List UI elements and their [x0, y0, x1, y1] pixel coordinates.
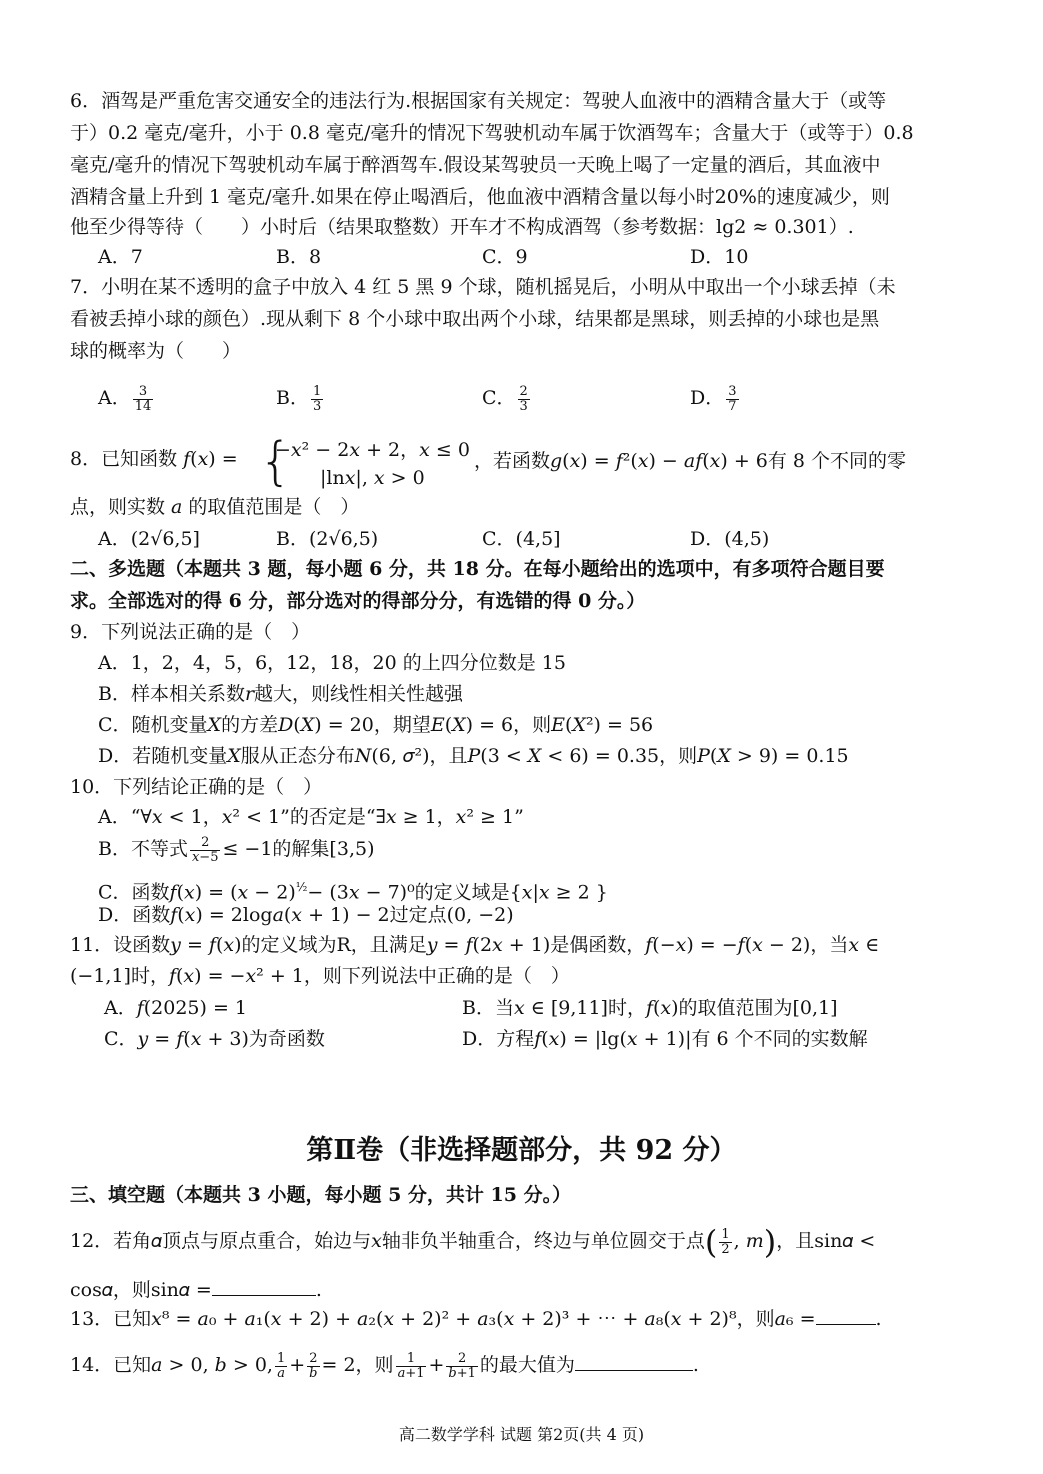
q6-line-5: 他至少得等待（ ）小时后（结果取整数）开车才不构成酒驾（参考数据：lg2 ≈ 0.301）.: [70, 216, 854, 238]
q11-options-row-1: [104, 992, 984, 1024]
q7-line-2: 看被丢掉小球的颜色）.现从剩下 8 个小球中取出两个小球，结果都是黑球，则丢掉的小球也是黑: [70, 308, 880, 330]
q7-option-a[interactable]: A． $\frac{3}{14}$: [98, 383, 152, 414]
fraction: $\frac{3}{14}$: [134, 383, 152, 414]
q8-line-2: 点，则实数 𝑎 的取值范围是（ ）: [70, 496, 360, 518]
fraction: $\frac{1}{\text{𝑎}}$: [276, 1350, 286, 1381]
q7-options: [98, 382, 978, 414]
q10-option-d[interactable]: D．函数𝑓(𝑥) = 2log𝑎(𝑥 + 1) − 2过定点(0, −2): [98, 904, 514, 926]
answer-blank-q12[interactable]: [212, 1277, 316, 1296]
section-2-heading-line-2: 求。全部选对的得 6 分，部分选对的得部分分，有选错的得 0 分。）: [70, 590, 646, 612]
answer-blank-q14[interactable]: [575, 1352, 693, 1371]
fraction: $\frac{2}{3}$: [519, 383, 528, 414]
piecewise-brace: {: [259, 432, 293, 492]
fraction: $\frac{2}{\text{𝑏}}$: [309, 1350, 318, 1381]
section-2-heading-line-1: 二、多选题（本题共 3 题，每小题 6 分，共 18 分。在每小题给出的选项中，有多项符合题目要: [70, 558, 885, 580]
q9-stem: 9．下列说法正确的是（ ）: [70, 621, 311, 643]
q10-option-b[interactable]: B．不等式 $\frac{2}{\text{𝑥−5}}$ ≤ −1的解集[3,5): [98, 834, 375, 865]
q8-option-c[interactable]: C．(4,5]: [482, 528, 561, 550]
answer-blank-q13[interactable]: [816, 1306, 876, 1325]
q8-case-2: |ln𝑥|, 𝑥 > 0: [320, 467, 425, 489]
q6-line-1: 6．酒驾是严重危害交通安全的违法行为.根据国家有关规定：驾驶人血液中的酒精含量大于（或等: [70, 90, 887, 112]
q7-line-3: 球的概率为（ ）: [70, 340, 242, 362]
q12-line-2: cos𝛼，则sin𝛼 = .: [70, 1279, 322, 1301]
q11-option-d[interactable]: D．方程𝑓(𝑥) = |lg(𝑥 + 1)|有 6 个不同的实数解: [462, 1028, 868, 1050]
q12-line-1: 12．若角𝛼顶点与原点重合，始边与𝑥轴非负半轴重合，终边与单位圆交于点( $\frac{1}{2}$ , 𝑚)，且sin𝛼 <: [70, 1223, 876, 1261]
q11-line-1: 11．设函数𝑦 = 𝑓(𝑥)的定义域为R，且满足𝑦 = 𝑓(2𝑥 + 1)是偶函数，𝑓(−𝑥) = −𝑓(𝑥 − 2)，当𝑥 ∈: [70, 934, 880, 956]
q7-option-d[interactable]: D． $\frac{3}{7}$: [690, 383, 737, 414]
q6-line-2: 于）0.2 毫克/毫升，小于 0.8 毫克/毫升的情况下驾驶机动车属于饮酒驾车；含量大于（或等于）0.8: [70, 122, 914, 144]
q8-option-a[interactable]: A．(2√6,5]: [98, 528, 200, 550]
q11-option-c[interactable]: C．𝑦 = 𝑓(𝑥 + 3)为奇函数: [104, 1028, 325, 1050]
q8-prefix: 8．已知函数 𝑓(𝑥) =: [70, 448, 238, 470]
q10-option-a[interactable]: A．“∀𝑥 < 1，𝑥² < 1”的否定是“∃𝑥 ≥ 1，𝑥² ≥ 1”: [98, 806, 524, 828]
q6-line-4: 酒精含量上升到 1 毫克/毫升.如果在停止喝酒后，他血液中酒精含量以每小时20%的速度减少，则: [70, 186, 890, 208]
q11-options-row-2: [104, 1023, 984, 1055]
q8-suffix: ，若函数𝑔(𝑥) = 𝑓²(𝑥) − 𝑎𝑓(𝑥) + 6有 8 个不同的零: [474, 450, 907, 472]
q14-line: 14．已知𝑎 > 0, 𝑏 > 0, $\frac{1}{\text{𝑎}}$ + $\frac{2}{\text{𝑏}}$ = 2，则 $\frac{1}{\text{𝑎+1}}$ + $\frac{2}{\text{𝑏+1}}$ 的最大值为 .: [70, 1350, 699, 1381]
q7-option-c[interactable]: C． $\frac{2}{3}$: [482, 383, 528, 414]
q8-case-1: −𝑥² − 2𝑥 + 2，𝑥 ≤ 0: [275, 439, 470, 461]
page-footer: 高二数学学科 试题 第2页(共 4 页): [398, 1425, 645, 1444]
q7-option-b[interactable]: B． $\frac{1}{3}$: [276, 383, 322, 414]
q10-stem: 10．下列结论正确的是（ ）: [70, 776, 323, 798]
q13-line: 13．已知𝑥⁸ = 𝑎₀ + 𝑎₁(𝑥 + 2) + 𝑎₂(𝑥 + 2)² + 𝑎₃(𝑥 + 2)³ + ⋯ + 𝑎₈(𝑥 + 2)⁸，则𝑎₆ = .: [70, 1308, 882, 1330]
fraction: $\frac{1}{3}$: [312, 383, 322, 414]
part-2-title: 第Ⅱ卷（非选择题部分，共 92 分）: [306, 1135, 737, 1166]
q8-option-b[interactable]: B．(2√6,5): [276, 528, 379, 550]
section-3-heading: 三、填空题（本题共 3 小题，每小题 5 分，共计 15 分。）: [70, 1184, 572, 1206]
q9-option-a[interactable]: A．1，2，4，5，6，12，18，20 的上四分位数是 15: [98, 652, 566, 674]
fraction: $\frac{2}{\text{𝑥−5}}$: [191, 834, 219, 865]
q9-option-c[interactable]: C．随机变量𝑋的方差𝐷(𝑋) = 20，期望𝐸(𝑋) = 6，则𝐸(𝑋²) = 56: [98, 714, 654, 736]
q9-option-b[interactable]: B．样本相关系数𝑟越大，则线性相关性越强: [98, 683, 464, 705]
q10-option-c[interactable]: C．函数𝑓(𝑥) = (𝑥 − 2)$^{\frac{1}{2}}$− (3𝑥 − 7)⁰的定义域是{𝑥|𝑥 ≥ 2 }: [98, 880, 608, 904]
fraction: $\frac{3}{7}$: [728, 383, 737, 414]
q7-line-1: 7．小明在某不透明的盒子中放入 4 红 5 黑 9 个球，随机摇晃后，小明从中取出一个小球丢掉（未: [70, 276, 896, 298]
q6-line-3: 毫克/毫升的情况下驾驶机动车属于醉酒驾车.假设某驾驶员一天晚上喝了一定量的酒后，其血液中: [70, 154, 881, 176]
q6-option-d[interactable]: D．10: [690, 246, 749, 268]
q8-options: [98, 523, 978, 555]
q6-option-a[interactable]: A．7: [98, 246, 143, 268]
exponent: ½: [295, 880, 308, 894]
q9-option-d[interactable]: D．若随机变量𝑋服从正态分布𝑁(6, 𝜎²)，且𝑃(3 < 𝑋 < 6) = 0.35，则𝑃(𝑋 > 9) = 0.15: [98, 745, 849, 767]
q6-options: [98, 241, 978, 273]
q6-option-b[interactable]: B．8: [276, 246, 322, 268]
fraction: $\frac{2}{\text{𝑏+1}}$: [448, 1350, 476, 1381]
fraction: $\frac{1}{2}$: [721, 1226, 730, 1257]
q11-option-b[interactable]: B．当𝑥 ∈ [9,11]时，𝑓(𝑥)的取值范围为[0,1]: [462, 997, 838, 1019]
q11-line-2: (−1,1]时，𝑓(𝑥) = −𝑥² + 1，则下列说法中正确的是（ ）: [70, 965, 570, 987]
fraction: $\frac{1}{\text{𝑎+1}}$: [397, 1350, 425, 1381]
q11-option-a[interactable]: A．𝑓(2025) = 1: [104, 997, 248, 1019]
q6-option-c[interactable]: C．9: [482, 246, 528, 268]
q8-option-d[interactable]: D．(4,5): [690, 528, 770, 550]
